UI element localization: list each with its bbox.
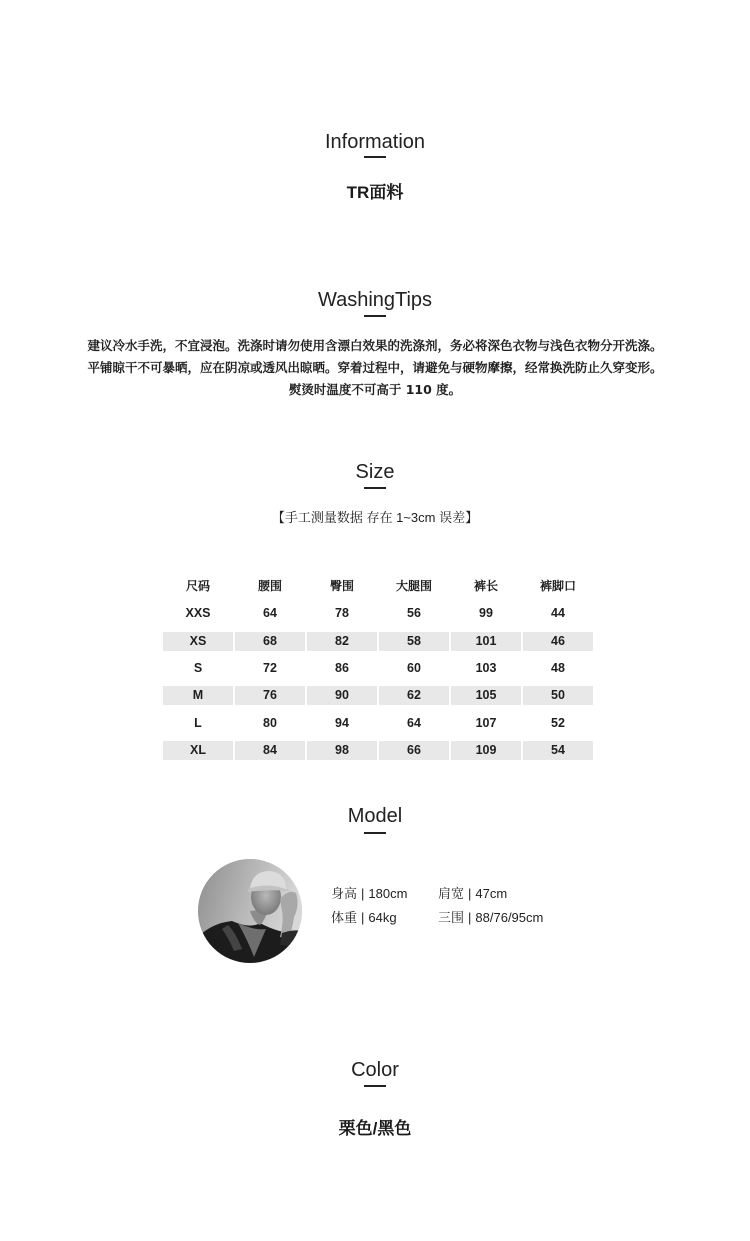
table-cell: 56 bbox=[407, 606, 421, 621]
table-cell: 84 bbox=[235, 741, 305, 760]
table-cell: 80 bbox=[263, 715, 277, 730]
table-cell: 64 bbox=[407, 715, 421, 730]
stat-label: 肩宽 bbox=[438, 886, 465, 901]
model-heading: Model bbox=[347, 805, 403, 827]
model-stat-weight bbox=[331, 906, 438, 930]
table-cell: 58 bbox=[379, 632, 449, 651]
washing-tips-text bbox=[0, 335, 750, 401]
table-cell: L bbox=[194, 715, 202, 730]
stat-label: 体重 bbox=[331, 910, 358, 925]
model-photo bbox=[198, 859, 302, 963]
table-row bbox=[163, 682, 593, 709]
model-stat-shoulder bbox=[438, 882, 543, 906]
table-cell: 60 bbox=[407, 661, 421, 676]
color-heading: Color bbox=[351, 1059, 399, 1081]
table-header-cell: 腰围 bbox=[257, 579, 282, 594]
table-cell: XXS bbox=[185, 606, 211, 621]
table-cell: S bbox=[193, 661, 203, 676]
table-cell: 82 bbox=[307, 632, 377, 651]
size-heading: Size bbox=[355, 461, 395, 483]
table-cell: 99 bbox=[479, 606, 493, 621]
washing-tip-line: 平铺晾干不可暴晒，应在阴凉或透风出晾晒。穿着过程中，请避免与硬物摩擦，经常换洗防止久穿变形。 bbox=[87, 360, 663, 375]
table-cell: 86 bbox=[335, 661, 349, 676]
table-cell: 54 bbox=[523, 741, 593, 760]
table-cell: 76 bbox=[235, 686, 305, 705]
table-cell: 46 bbox=[523, 632, 593, 651]
model-stats bbox=[331, 882, 543, 930]
table-header-row bbox=[163, 573, 593, 600]
stat-value: 88/76/95cm bbox=[475, 910, 544, 925]
table-row bbox=[163, 628, 593, 655]
washing-tip-line: 建议冷水手洗，不宜浸泡。洗涤时请勿使用含漂白效果的洗涤剂，务必将深色衣物与浅色衣物分开洗涤。 bbox=[87, 338, 663, 353]
table-cell: 107 bbox=[475, 715, 497, 730]
table-header-cell: 裤脚口 bbox=[539, 579, 576, 594]
table-header-cell: 臀围 bbox=[329, 579, 354, 594]
information-heading-underline bbox=[364, 156, 386, 158]
table-cell: 105 bbox=[451, 686, 521, 705]
model-stat-height bbox=[331, 882, 438, 906]
stat-value: 47cm bbox=[475, 886, 508, 901]
table-cell: 64 bbox=[263, 606, 277, 621]
size-heading-underline bbox=[364, 487, 386, 489]
washing-tips-heading-underline bbox=[364, 315, 386, 317]
color-heading-underline bbox=[364, 1085, 386, 1087]
stat-label: 三围 bbox=[438, 910, 465, 925]
table-header-cell: 大腿围 bbox=[395, 579, 432, 594]
table-cell: 66 bbox=[379, 741, 449, 760]
table-row bbox=[163, 600, 593, 627]
table-cell: 72 bbox=[263, 661, 277, 676]
table-cell: 68 bbox=[235, 632, 305, 651]
table-cell: 103 bbox=[475, 661, 497, 676]
table-cell: 44 bbox=[551, 606, 565, 621]
table-cell: XS bbox=[163, 632, 233, 651]
table-cell: 52 bbox=[551, 715, 565, 730]
stat-separator: | bbox=[361, 886, 365, 901]
washing-tips-heading: WashingTips bbox=[317, 289, 433, 311]
table-cell: 50 bbox=[523, 686, 593, 705]
table-cell: 90 bbox=[307, 686, 377, 705]
table-cell: 78 bbox=[335, 606, 349, 621]
fabric-text: TR面料 bbox=[346, 183, 404, 202]
table-cell: XL bbox=[163, 741, 233, 760]
stat-value: 64kg bbox=[368, 910, 397, 925]
size-table bbox=[163, 573, 593, 764]
table-cell: 101 bbox=[451, 632, 521, 651]
stat-label: 身高 bbox=[331, 886, 358, 901]
table-row bbox=[163, 655, 593, 682]
table-cell: 94 bbox=[335, 715, 349, 730]
size-measurement-note: 【手工测量数据 存在 1~3cm 误差】 bbox=[271, 510, 479, 525]
color-value: 栗色/黑色 bbox=[338, 1119, 412, 1138]
table-row bbox=[163, 709, 593, 736]
stat-separator: | bbox=[361, 910, 365, 925]
model-stat-measurements bbox=[438, 906, 543, 930]
table-cell: 98 bbox=[307, 741, 377, 760]
washing-tip-line: 熨烫时温度不可高于 110 度。 bbox=[288, 382, 462, 397]
table-cell: 62 bbox=[379, 686, 449, 705]
table-cell: 109 bbox=[451, 741, 521, 760]
table-header-cell: 裤长 bbox=[473, 579, 498, 594]
table-cell: 48 bbox=[551, 661, 565, 676]
stat-separator: | bbox=[468, 886, 472, 901]
table-cell: M bbox=[163, 686, 233, 705]
model-heading-underline bbox=[364, 832, 386, 834]
table-row bbox=[163, 737, 593, 764]
table-header-cell: 尺码 bbox=[185, 579, 210, 594]
stat-value: 180cm bbox=[368, 886, 408, 901]
stat-separator: | bbox=[468, 910, 472, 925]
information-heading: Information bbox=[324, 131, 426, 153]
model-photo-image bbox=[198, 859, 302, 963]
